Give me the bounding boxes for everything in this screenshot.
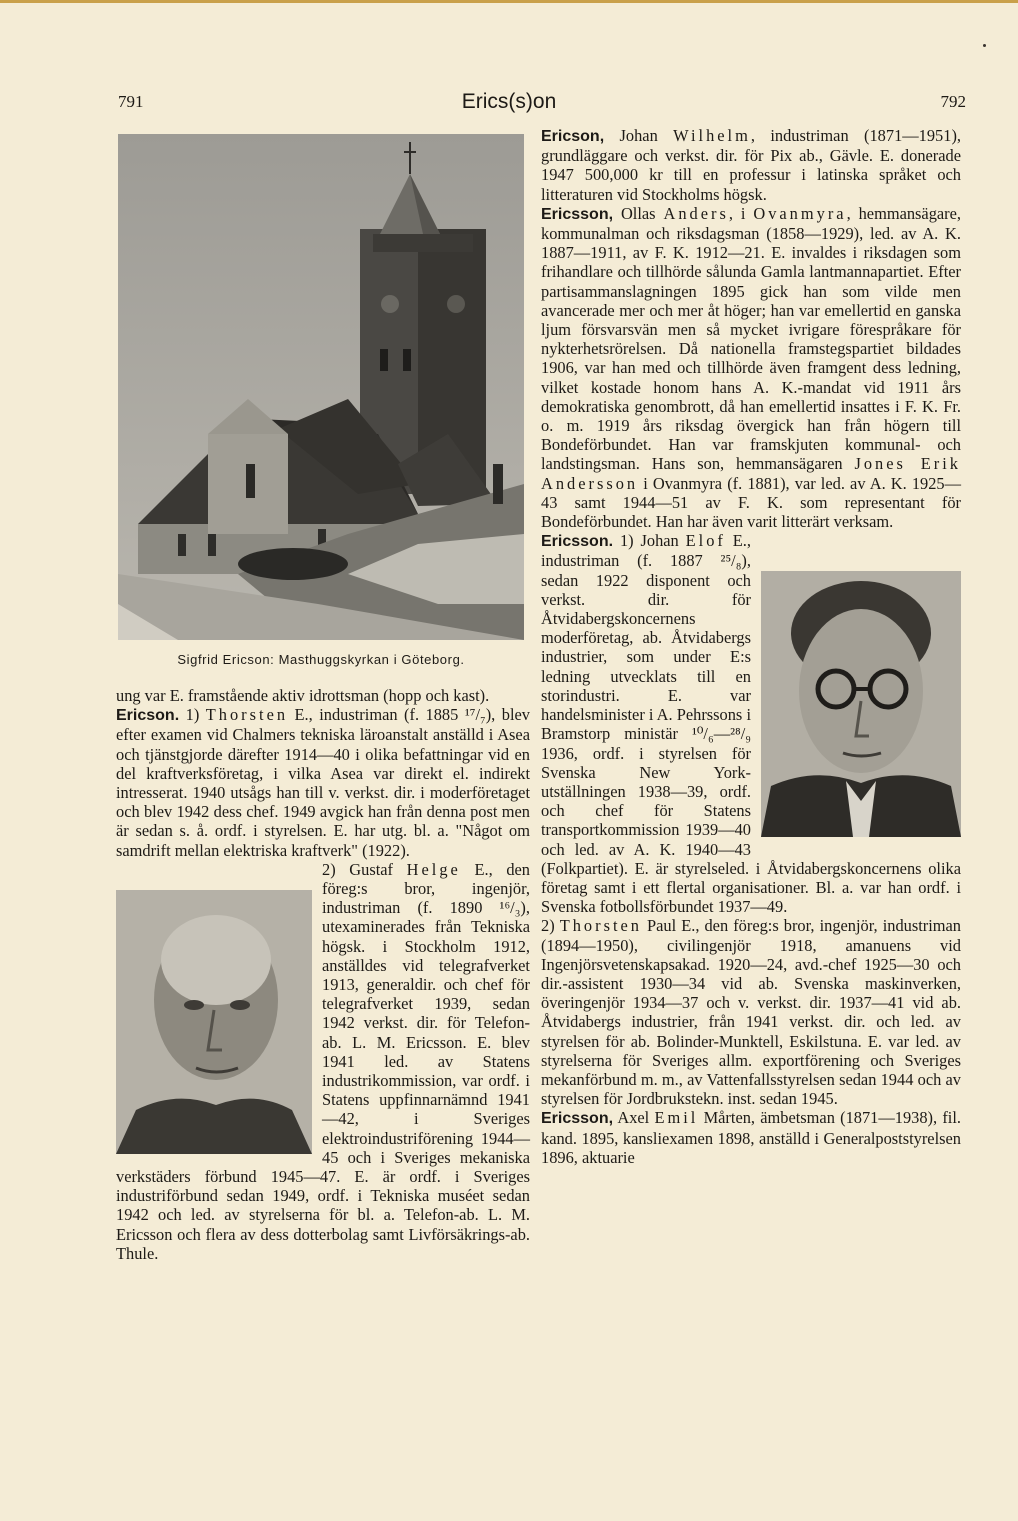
given-name: Thorsten <box>205 705 289 725</box>
text: , industriman (1871—1951), grundläggare och verkst. dir. för Pix ab., Gävle. E. donerade 1947 500,000 kr till en professur i latinska språket och litteraturen vid Stockholms högsk. <box>541 126 961 204</box>
given-name: Anders <box>663 203 729 223</box>
text: ung var E. framstående aktiv idrottsman (hopp och kast). <box>116 686 490 705</box>
text: 1) <box>179 705 206 725</box>
running-title: Erics(s)on <box>461 90 557 113</box>
text: 1) Johan <box>613 531 686 551</box>
entry-head: Ericsson, <box>541 1110 614 1128</box>
text: E., industriman (f. 1885 ¹⁷/₇), blev efter examen vid Chalmers tekniska läroanstalt anställd i Asea och tjänstgjorde därefter 1914—40 i olika befattningar vid en del kraftverksföretag, i vilka Asea var direkt el. indirekt intresserat. 1940 utsågs han till v. verkst. dir. i moderföretaget och blev 1942 dess chef. 1949 avgick han från denna post men är sedan s. å. ordf. i styrelsen. E. har utg. bl. a. "Något om samdrift mellan elektriska kraftverk" (1922). <box>116 705 530 860</box>
page-number-right: 792 <box>940 92 966 111</box>
entry-emil-ericsson <box>541 1108 961 1167</box>
page-number-left: 791 <box>118 92 144 111</box>
given-name: Helge <box>406 859 461 879</box>
text: i Ovanmyra (f. 1881), var led. av A. K. 1925—43 samt 1944—51 av F. K. som representant för Bondeförbundet. Han har även varit litterärt verksam. <box>541 473 961 532</box>
entry-head: Ericsson. <box>541 533 614 551</box>
given-name: Thorsten <box>559 916 642 936</box>
entry-head: Ericson, <box>541 128 605 145</box>
church-photo <box>118 134 524 640</box>
son-name: Jones Erik Andersson <box>541 454 961 493</box>
paragraph <box>116 686 530 705</box>
entry-elof-ericsson <box>541 531 961 916</box>
right-column <box>541 126 961 1167</box>
entry-anders-ericsson <box>541 204 961 531</box>
entry-thorsten-ericson <box>116 705 530 860</box>
given-name: Emil <box>654 1108 699 1128</box>
given-name: Elof <box>685 531 726 551</box>
church-photo-caption: Sigfrid Ericson: Masthuggskyrkan i Göteborg. <box>177 652 465 667</box>
entry-head: Ericson. <box>116 707 180 725</box>
text: , hemmansägare, kommunalman och riksdagsman (1858—1929), led. av A. K. 1887—1911, av F. K. 1912—21. E. invaldes i riksdagen som frihandlare och tillhörde sålunda Gamla lantmannapartiet. Efter partisammanslagningen 1895 gick han som vilde men avancerade mer och mer åt höger; han var emellertid en ganska ljum försvarsvän men så mycket ivrigare förespråkare för nykterhetsrörelsen. Då nationella framstegspartiet bildades 1906, var han med och tillhörde även framgent dess ledning, vilket kostade honom hans A. K.-mandat vid 1911 års demokratiska genombrott, då han emellertid insattes i F. K. Fr. o. m. 1919 års riksdag övergick han från högern till Bondeförbundet. Han var framskjuten kommunal- och landstingsman. Hans son, hemmansägaren <box>541 203 961 474</box>
entry-helge-ericson <box>116 860 530 1263</box>
paper-speck <box>983 44 986 47</box>
text: Ollas <box>613 203 664 223</box>
text: E., den föreg:s bror, ingenjör, industriman (f. 1890 ¹⁶/₃), utexaminerades från Tekniska högsk. i Stockholm 1912, anställdes vid telegrafverket 1913, generaldir. och chef för telegrafverket 1939, sedan 1942 verkst. dir. för Telefon-ab. L. M. Ericsson. E. blev 1941 led. av Statens industrikommission, var ordf. i Statens uppfinnarnämnd 1941—42, i Sveriges elektroindustriförening 1944—45 och i Sveriges mekaniska verkstäders förbund 1945—47. E. är ordf. i Sveriges industriförbund sedan 1949, ordf. i Tekniska muséet sedan 1942 och led. av styrelserna för bl. a. Telefon-ab. L. M. Ericsson och flera av dess dotterbolag samt Livförsäkrings-ab. Thule. <box>116 859 530 1263</box>
page-top-edge <box>0 0 1018 3</box>
text: Axel <box>613 1108 655 1128</box>
text: Paul E., den föreg:s bror, ingenjör, industriman (1894—1950), civilingenjör 1918, amanuens vid Ingenjörsvetenskapsakad. 1920—24, avd.-chef 1925—30 och dir.-assistent 1930—34 vid ab. Svenska maskinverken, överingenjör 1934—37 och v. verkst. dir. 1937—41 vid ab. Åtvidabergs industrier, från 1941 verkst. dir. och led. av styrelsen för ab. Bolinder-Munktell, Eskilstuna. E. var led. av styrelserna för Sveriges allm. exportförening och Sveriges mekanförbund m. m., av Vattenfallsstyrelsen sedan 1944 och av styrelsen för Jordbrukstekn. inst. sedan 1945. <box>541 916 961 1109</box>
entry-wilhelm-ericson <box>541 126 961 204</box>
given-name: Wilhelm <box>673 126 751 145</box>
text: 2) <box>541 916 560 936</box>
text: 2) Gustaf <box>322 859 407 879</box>
text: Mårten, ämbetsman (1871—1938), fil. kand. 1895, kansliexamen 1898, anställd i Generalpoststyrelsen 1896, aktuarie <box>541 1108 961 1167</box>
entry-thorsten-paul-ericsson <box>541 916 961 1108</box>
portrait-helge <box>116 890 312 1154</box>
place-name: Ovanmyra <box>753 203 847 223</box>
left-column <box>116 686 530 1263</box>
text: , i <box>728 203 754 223</box>
text: Johan <box>604 126 674 145</box>
text: E., industriman (f. 1887 ²⁵/₈), sedan 1922 disponent och verkst. dir. för Åtvidabergskoncernens moderföretag, ab. Åtvidabergs industrier, som under E:s ledning utvecklats till en storindustri. E. var handelsminister i A. Pehrssons i Bramstorp ministär ¹⁰/₆—²⁸/₉ 1936, ordf. i styrelsen för Svenska New York-utställningen 1938—39, ordf. och chef för Statens transportkommission 1939—40 och led. av A. K. 1940—43 (Folkpartiet). E. är styrelseled. i Åtvidabergskoncernens olika företag samt i ett flertal organisationer. Bl. a. var han ordf. i Svenska fotbollsförbundet 1937—49. <box>541 531 961 917</box>
portrait-elof <box>761 571 961 837</box>
entry-head: Ericsson, <box>541 205 614 223</box>
running-header <box>0 92 1018 118</box>
